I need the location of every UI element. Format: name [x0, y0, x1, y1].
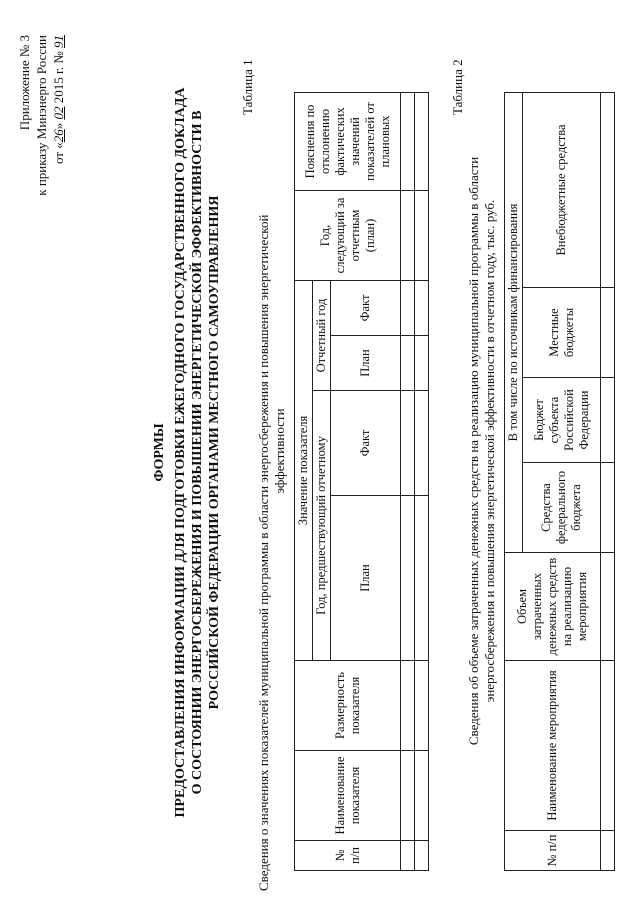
- main-title-line: О СОСТОЯНИИ ЭНЕРГОСБЕРЕЖЕНИЯ И ПОВЫШЕНИИ ЭНЕРГЕТИЧЕСКОЙ ЭФФЕКТИВНОСТИ В: [190, 110, 205, 795]
- t1-col-name: Наименование показателя: [295, 751, 401, 841]
- table1: [294, 92, 429, 871]
- t1-col-plan: План: [331, 336, 401, 391]
- t2-col-volume: Объем затраченных денежных средств на реализацию мероприятия: [505, 553, 601, 661]
- t1-col-explain: Пояснения по отклонению фактических значений показателей от плановых: [295, 92, 401, 190]
- t2-col-name: Наименование мероприятия: [505, 661, 601, 831]
- main-title-line: ПРЕДОСТАВЛЕНИЯ ИНФОРМАЦИИ ДЛЯ ПОДГОТОВКИ ЕЖЕГОДНОГО ГОСУДАРСТВЕННОГО ДОКЛАДА: [173, 87, 188, 818]
- t1-col-report-year: Отчетный год: [313, 280, 331, 390]
- t1-col-next-year: Год, следующий за отчетным (план): [295, 190, 401, 280]
- order-month: 02: [51, 106, 66, 120]
- order-number: 91: [51, 35, 66, 48]
- main-title-line: РОССИЙСКОЙ ФЕДЕРАЦИИ ОРГАНАМИ МЕСТНОГО САМОУПРАВЛЕНИЯ: [207, 195, 222, 710]
- t1-col-unit: Размерность показателя: [295, 661, 401, 751]
- order-day: 26: [51, 129, 66, 143]
- t1-col-plan: План: [331, 496, 401, 661]
- table2: [504, 92, 615, 871]
- t1-col-fact: Факт: [331, 280, 401, 335]
- table-row: [401, 92, 415, 870]
- t2-col-local: Местные бюджеты: [523, 288, 601, 378]
- table2-caption-line: энергосбережения и повышения энергетической эффективности в отчетном году, тыс. руб.: [482, 199, 497, 703]
- t2-col-num: № п/п: [505, 831, 601, 871]
- t2-col-extra: Внебюджетные средства: [523, 92, 601, 287]
- appendix-number: Приложение № 3: [17, 35, 32, 131]
- order-date: от «26» 02 2015 г. № 91: [51, 35, 66, 165]
- table1-caption: [256, 11, 288, 891]
- t1-col-num: № п/п: [295, 841, 401, 871]
- order-reference: к приказу Минэнерго России: [34, 35, 49, 196]
- table2-caption-line: Сведения об объеме затраченных денежных средств на реализацию муниципальной программы в области: [466, 156, 481, 746]
- table1-caption-line: эффективности: [272, 408, 287, 494]
- t2-col-sources: В том числе по источникам финансирования: [505, 92, 523, 552]
- table1-label: Таблица 1: [240, 59, 255, 115]
- table1-caption-line: Сведения о значениях показателей муниципальной программы в области энергосбережения и повышения энергетической: [256, 214, 271, 891]
- t2-col-subject: Бюджет субъекта Российской Федерации: [523, 378, 601, 463]
- t2-col-federal: Средства федерального бюджета: [523, 463, 601, 553]
- appendix-header: [16, 35, 67, 275]
- table2-label: Таблица 2: [450, 59, 465, 115]
- t1-col-fact: Факт: [331, 391, 401, 496]
- forms-title: ФОРМЫ: [152, 423, 167, 482]
- main-title: [172, 40, 223, 865]
- table2-caption: [466, 11, 498, 891]
- table-row: [601, 92, 615, 870]
- table-row: [415, 92, 429, 870]
- t1-col-value: Значение показателя: [295, 280, 313, 660]
- t1-col-prev-year: Год, предшествующий отчетному: [313, 391, 331, 661]
